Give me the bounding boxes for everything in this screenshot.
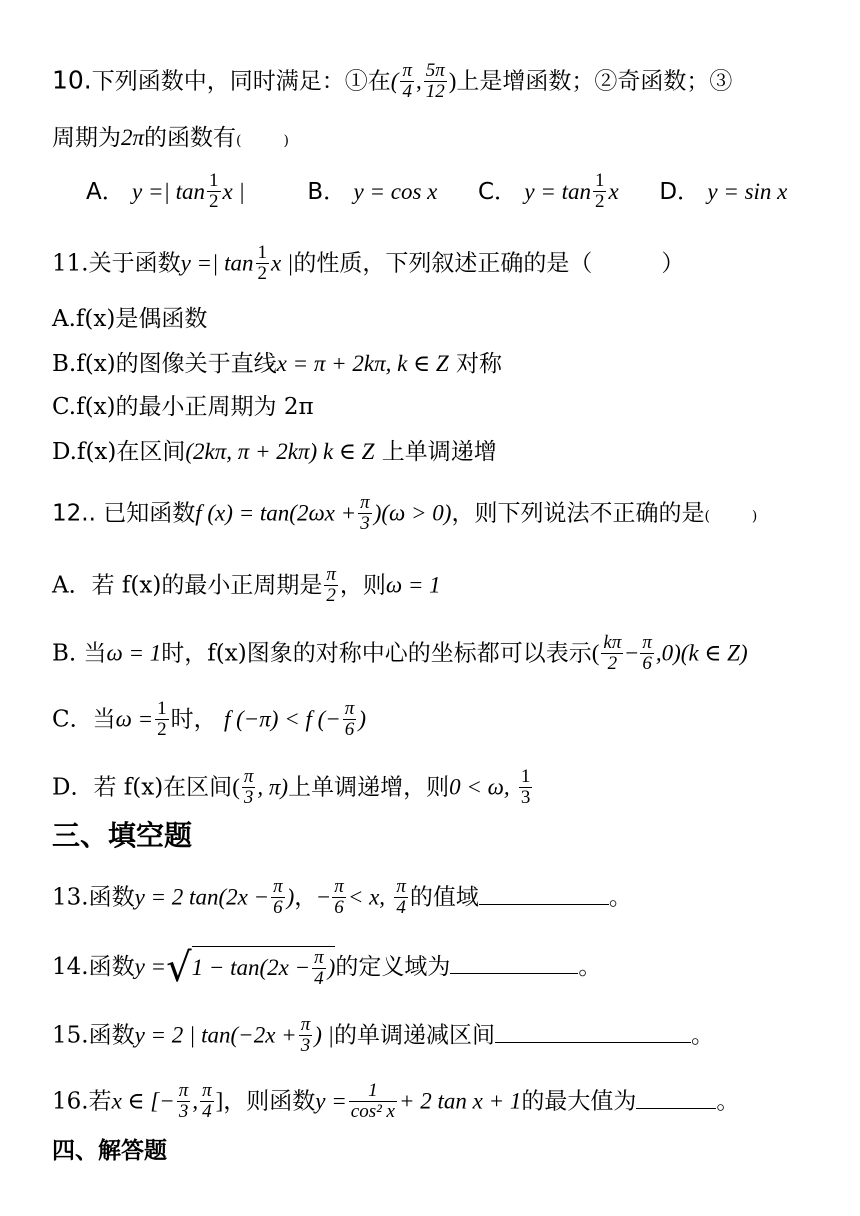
answer-blank[interactable] [479,884,609,905]
fraction: $\frac{\pi}{3}$ [360,492,370,534]
q10-options [86,172,787,213]
q12-option-c: C．当ω = $\frac{1}{2}$ 时， f (−π) < f (− $\frac{\pi}{6}$ ) [52,698,366,740]
q11-option-a: A.f(x)是偶函数 [52,306,208,332]
fraction: $\frac{\pi}{4}$ [202,1080,212,1122]
q12-option-a: A．若 f(x)的最小正周期是 $\frac{\pi}{2}$ ，则ω = 1 [52,564,441,606]
fraction: $\frac{k\pi}{2}$ [603,632,622,674]
q12-option-b: B. 当ω = 1时，f(x)图象的对称中心的坐标都可以表示( $\frac{k\pi}{2}$ − $\frac{\pi}{6}$ ,0)(k ∈ Z) [52,632,748,674]
fraction: $\frac{\pi}{6}$ [344,698,355,740]
option-b: B． y = cos x [307,178,438,205]
fraction: $\frac{\pi}{6}$ [334,876,344,918]
option-a: A． y =| tan $\frac{1}{2}$ x | [86,170,245,212]
answer-paren: ( ) [236,133,289,149]
q10-line1: 10.下列函数中，同时满足：①在( $\frac{\pi}{4}$ , $\frac{5\pi}{12}$ )上是增函数；②奇函数；③ [52,60,733,102]
fraction: $\frac{1}{3}$ [520,766,531,808]
q10-line2: 周期为2π的函数有( ) [52,125,289,151]
fraction: $\frac{\pi}{4}$ [402,60,412,102]
q10-number: 10. [52,65,92,95]
option-c: C． y = tan $\frac{1}{2}$ x [477,170,619,212]
fraction: $\frac{\pi}{4}$ [314,947,324,989]
fraction: $\frac{\pi}{3}$ [300,1014,311,1056]
fraction: $\frac{\pi}{4}$ [396,876,406,918]
fraction: $\frac{\pi}{3}$ [243,766,254,808]
fraction: $\frac{1}{2}$ [157,698,167,740]
q12-line1: 12.. 已知函数f (x) = tan(2ωx + $\frac{\pi}{3}$ )(ω > 0)，则下列说法不正确的是( ) [52,492,758,534]
q12-option-d: D．若 f(x)在区间( $\frac{\pi}{3}$ , π)上单调递增，则0 < ω, $\frac{1}{3}$ [52,766,531,808]
fraction: $\frac{1}{2}$ [594,170,605,212]
sqrt-body: 1 − tan(2x − $\frac{\pi}{4}$ ) [191,947,336,989]
q11-option-d: D.f(x)在区间(2kπ, π + 2kπ) k ∈ Z 上单调递增 [52,439,497,465]
sqrt-sign: √ [166,945,192,991]
answer-blank[interactable] [450,953,578,974]
answer-blank[interactable] [495,1022,691,1043]
fraction: $\frac{\pi}{6}$ [273,876,283,918]
q14-line: 14.函数y =√1 − tan(2x − $\frac{\pi}{4}$ )的定义域为 。 [52,945,602,991]
section-title-fill-in: 三、填空题 [52,819,193,852]
q13-line: 13.函数y = 2 tan(2x − $\frac{\pi}{6}$ )，− $\frac{\pi}{6}$ < x, $\frac{\pi}{4}$ 的值域 。 [52,876,632,918]
q11-option-b: B.f(x)的图像关于直线x = π + 2kπ, k ∈ Z 对称 [52,351,502,377]
q11-option-c: C.f(x)的最小正周期为 2π [52,394,314,420]
option-d: D． y = sin x [659,178,788,205]
fraction: $\frac{1}{2}$ [257,242,268,284]
fraction: $\frac{5\pi}{12}$ [425,60,445,102]
answer-blank[interactable] [636,1088,716,1109]
fraction: $\frac{\pi}{3}$ [178,1080,189,1122]
section-title-solve: 四、解答题 [52,1138,167,1164]
fraction: $\frac{1}{2}$ [209,170,219,212]
fraction: $\frac{\pi}{6}$ [642,632,652,674]
q16-line: 16.若x ∈ [− $\frac{\pi}{3}$ , $\frac{\pi}{4}$ ]，则函数y = $\frac{1}{\text{cos² x}}$ + 2 tan x + 1的最大值为 。 [52,1080,740,1122]
q11-line1: 11.关于函数y =| tan $\frac{1}{2}$ x |的性质，下列叙述正确的是（ ） [52,242,685,284]
fraction: $\frac{1}{\text{cos² x}}$ [350,1080,395,1122]
answer-paren: ( ) [704,508,758,525]
fraction: $\frac{\pi}{2}$ [326,564,336,606]
q15-line: 15.函数y = 2 | tan(−2x + $\frac{\pi}{3}$ ) |的单调递减区间 。 [52,1014,714,1056]
